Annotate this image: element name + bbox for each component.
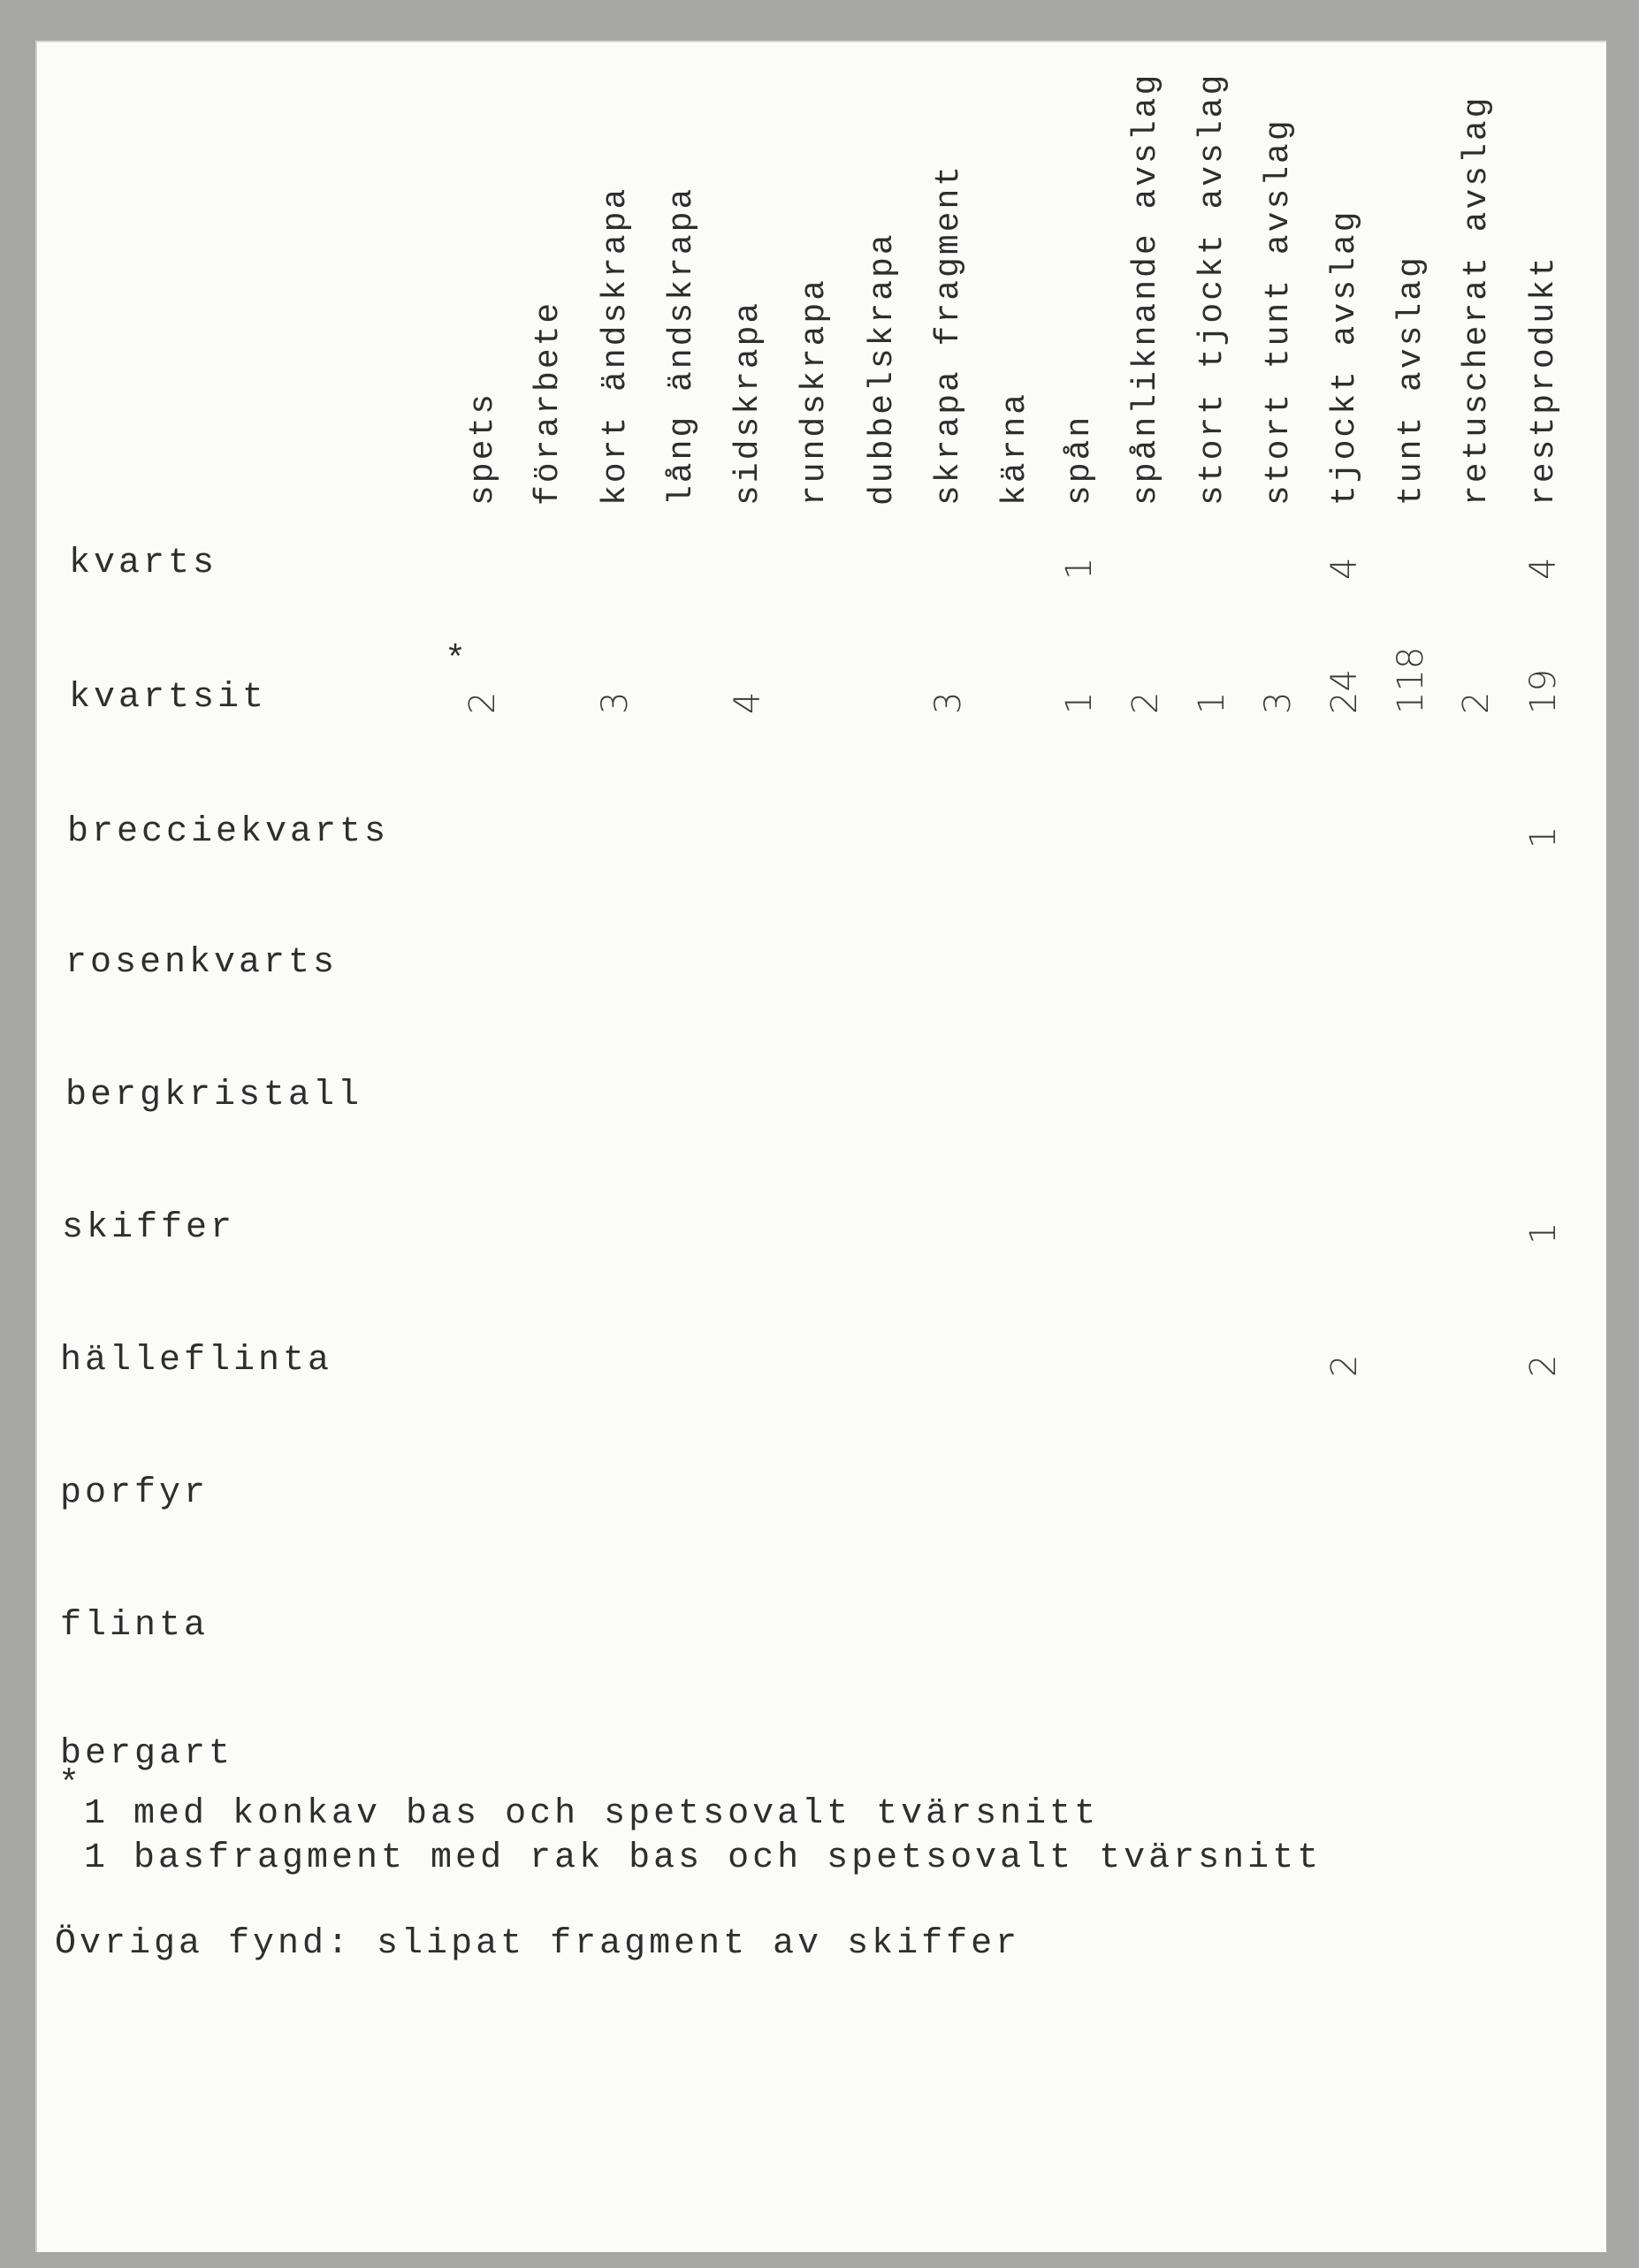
footnote-line-1: 1 med konkav bas och spetsovalt tvärsnitt xyxy=(84,1794,1100,1834)
column-header-label: spets xyxy=(464,391,502,506)
cell-value: 1 xyxy=(1059,557,1100,580)
column-header-label: kort ändskrapa xyxy=(597,186,635,506)
column-header-label: restprodukt xyxy=(1525,255,1563,506)
cell-value: 2 xyxy=(1456,691,1497,714)
cell-value: 1 xyxy=(1523,826,1564,849)
cell-value: 4 xyxy=(728,691,768,714)
cell-value: 3 xyxy=(928,691,969,714)
row-label: skiffer xyxy=(62,1208,236,1248)
row-label: bergart xyxy=(60,1734,234,1774)
cell-value: 19 xyxy=(1523,669,1564,714)
cell-value: 1 xyxy=(1192,691,1232,714)
cell-value: 2 xyxy=(462,691,503,714)
cell-value: 3 xyxy=(595,691,636,714)
row-label: kvartsit xyxy=(69,678,268,718)
column-header-label: spån xyxy=(1061,414,1099,506)
column-header-label: tjockt avslag xyxy=(1326,209,1364,506)
cell-value: 2 xyxy=(1523,1354,1564,1377)
column-header-label: stort tjockt avslag xyxy=(1193,72,1231,506)
cell-value: 3 xyxy=(1258,691,1299,714)
row-label: kvarts xyxy=(69,544,218,583)
row-label: porfyr xyxy=(60,1473,210,1513)
column-header-label: lång ändskrapa xyxy=(663,186,701,506)
cell-value: 1 xyxy=(1523,1222,1564,1244)
other-finds-note: Övriga fynd: slipat fragment av skiffer xyxy=(55,1924,1021,1964)
cell-value: 4 xyxy=(1523,557,1564,580)
column-header-label: rundskrapa xyxy=(796,277,834,506)
cell-value: 1 xyxy=(1059,691,1100,714)
cell-value: 118 xyxy=(1391,646,1431,714)
row-label: brecciekvarts xyxy=(67,812,390,852)
row-label: hälleflinta xyxy=(60,1341,333,1381)
column-header-label: tunt avslag xyxy=(1392,255,1430,506)
footnote-marker: * xyxy=(58,1765,80,1805)
row-label: bergkristall xyxy=(65,1076,363,1115)
row-label: rosenkvarts xyxy=(65,943,339,983)
footnote-line-2: 1 basfragment med rak bas och spetsovalt tvärsnitt xyxy=(84,1838,1323,1878)
cell-value: 4 xyxy=(1324,557,1365,580)
column-header-label: sidskrapa xyxy=(729,300,767,506)
column-header-label: skrapa fragment xyxy=(930,163,968,506)
column-header-label: dubbelskrapa xyxy=(864,232,902,506)
column-header-label: stort tunt avslag xyxy=(1260,118,1298,506)
row-label: flinta xyxy=(60,1606,210,1646)
cell-value: 24 xyxy=(1324,669,1365,714)
spets-footnote-marker: * xyxy=(445,641,467,681)
column-header-label: förarbete xyxy=(530,300,568,506)
cell-value: 2 xyxy=(1324,1354,1365,1377)
column-header-label: retuscherat avslag xyxy=(1458,95,1496,506)
cell-value: 2 xyxy=(1125,691,1166,714)
column-header-label: spånliknande avslag xyxy=(1127,72,1165,506)
column-header-label: kärna xyxy=(996,391,1034,506)
